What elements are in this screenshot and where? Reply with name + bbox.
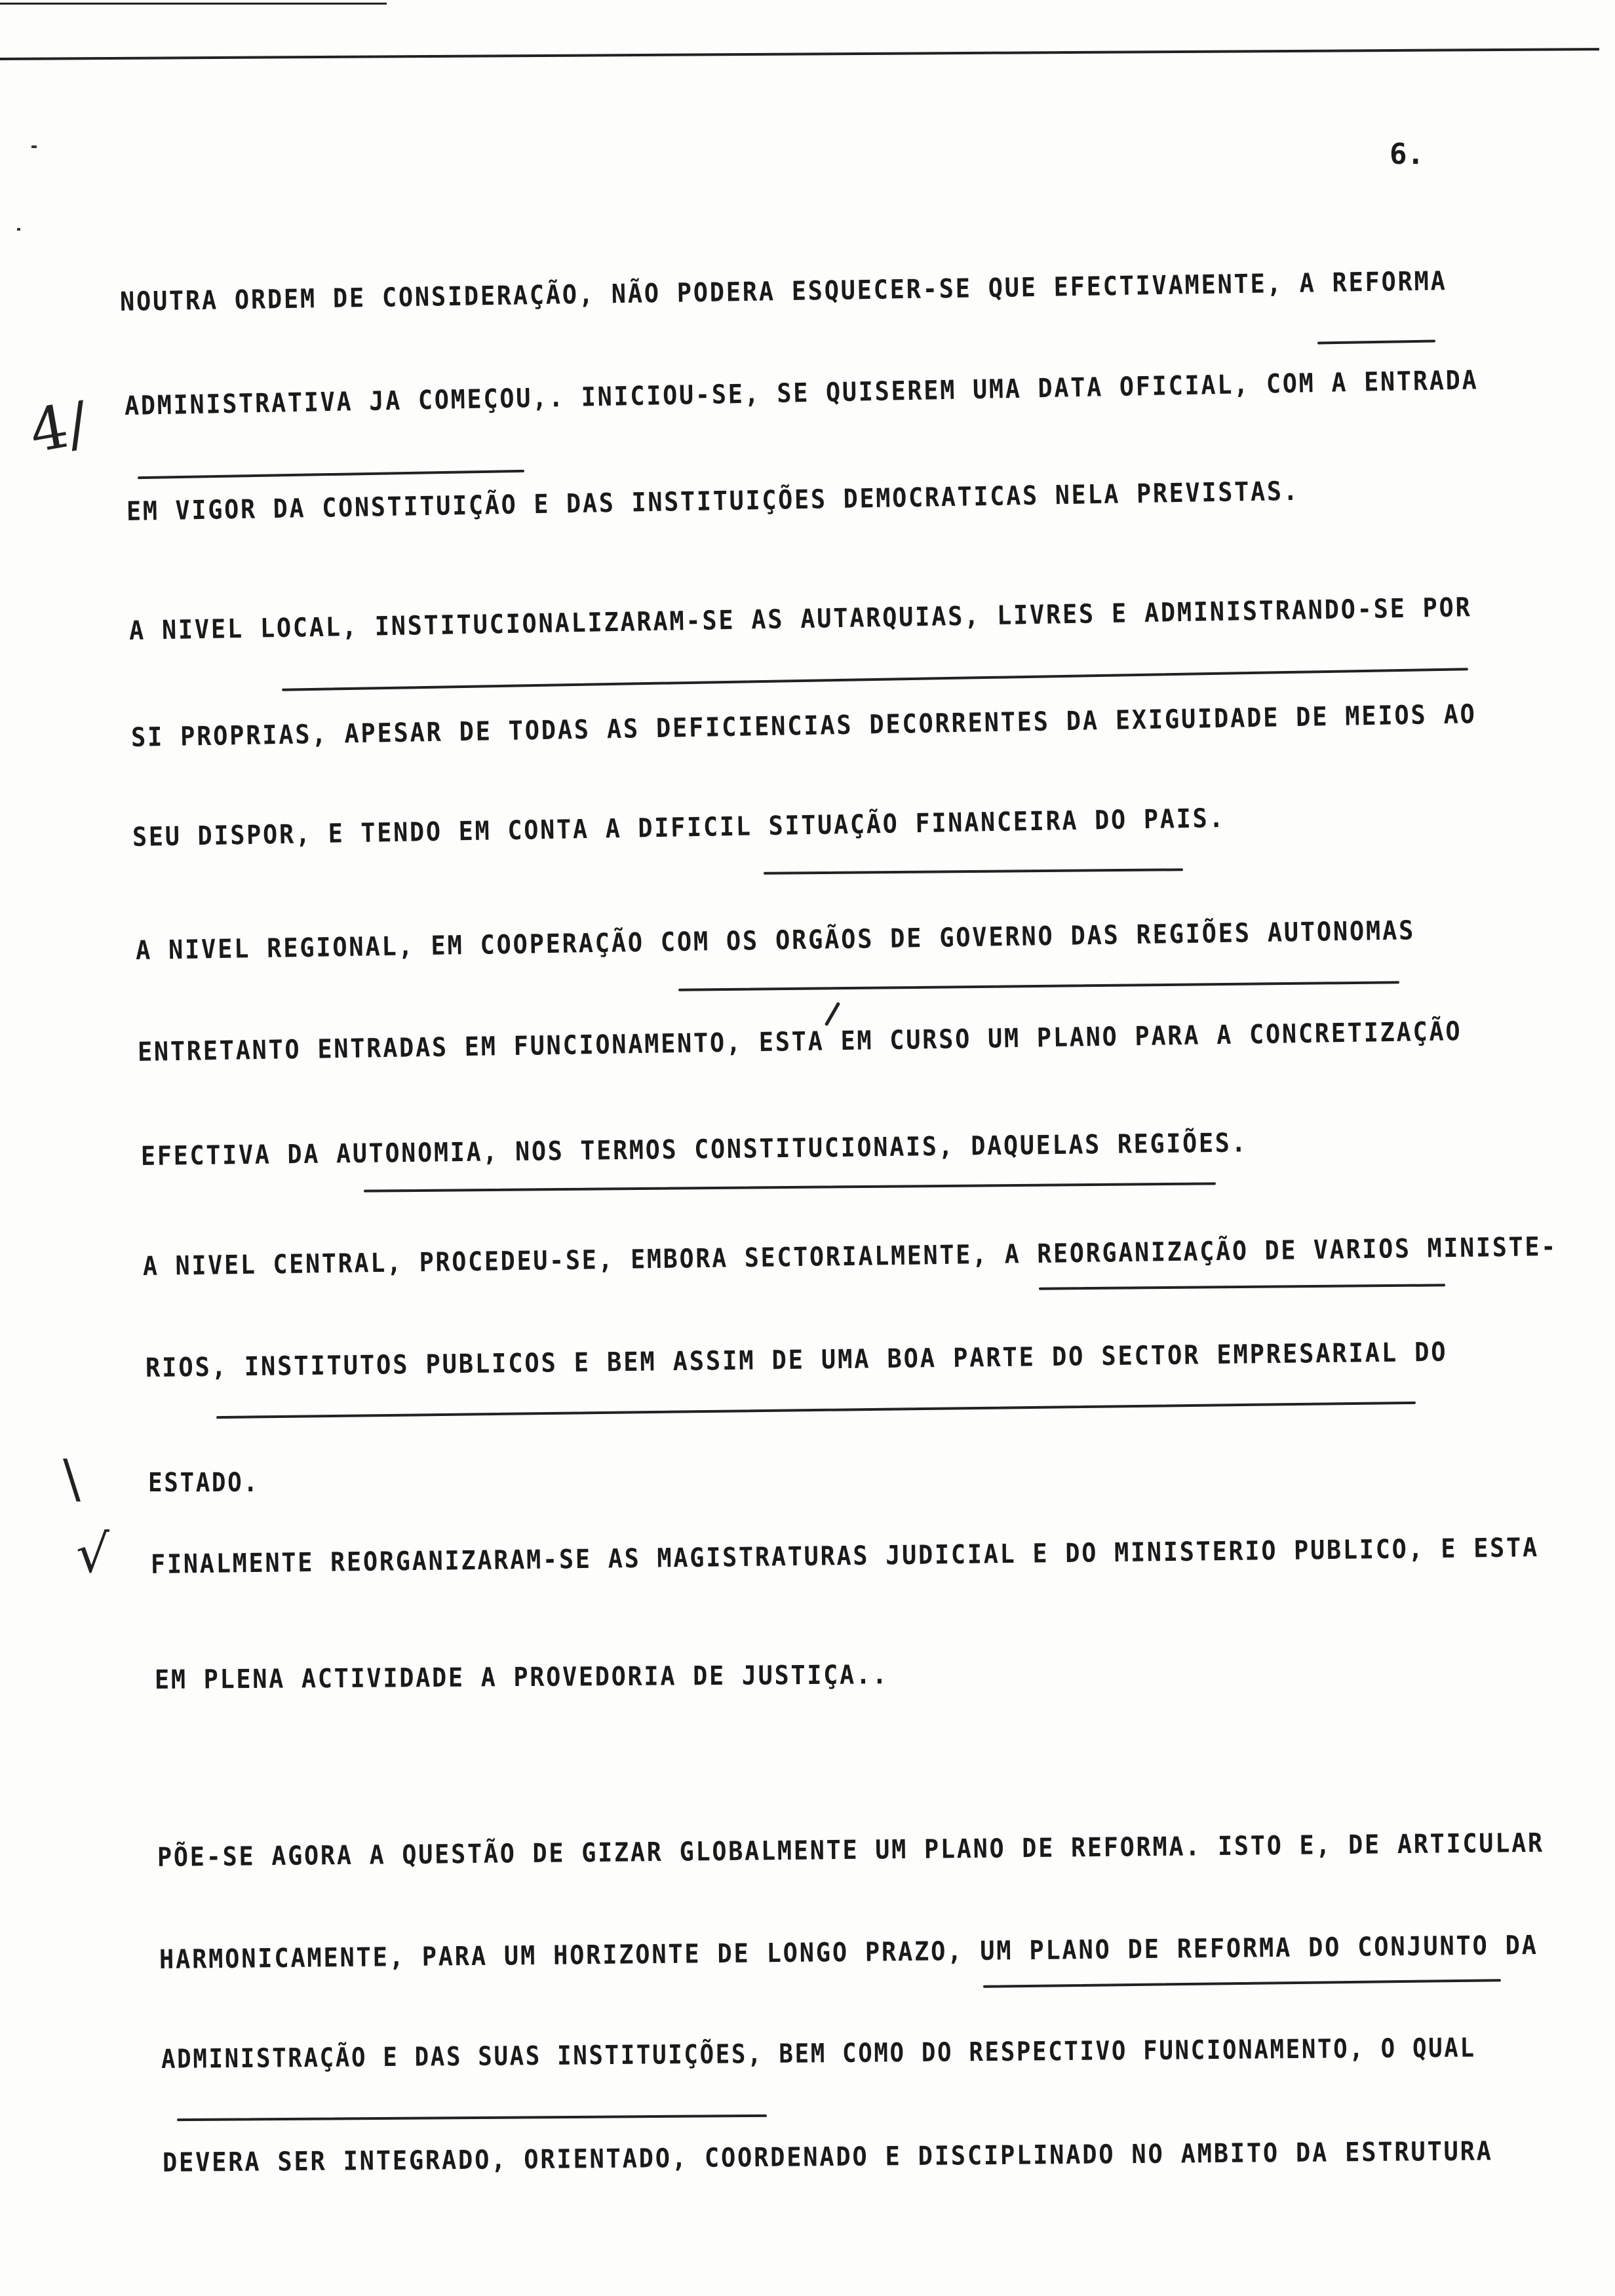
text-line: RIOS, INSTITUTOS PUBLICOS E BEM ASSIM DE UMA BOA PARTE DO SECTOR EMPRESARIAL DO (145, 1337, 1448, 1383)
text-line: A NIVEL CENTRAL, PROCEDEU-SE, EMBORA SECTORIALMENTE, A REORGANIZAÇÃO DE VARIOS MINISTE- (142, 1231, 1558, 1282)
text-line: HARMONICAMENTE, PARA UM HORIZONTE DE LONGO PRAZO, UM PLANO DE REFORMA DO CONJUNTO DA (159, 1930, 1538, 1975)
underline (983, 1979, 1501, 1988)
margin-mark-check: √ (76, 1523, 109, 1584)
text-line: A NIVEL LOCAL, INSTITUCIONALIZARAM-SE AS AUTARQUIAS, LIVRES E ADMINISTRANDO-SE POR (128, 592, 1472, 646)
underline (177, 2114, 767, 2121)
underline (1317, 339, 1435, 344)
underline (364, 1182, 1216, 1192)
underline (1039, 1284, 1445, 1290)
underline (282, 668, 1468, 691)
text-line: PÕE-SE AGORA A QUESTÃO DE GIZAR GLOBALMENTE UM PLANO DE REFORMA. ISTO E, DE ARTICULAR (157, 1827, 1545, 1873)
text-line: EFECTIVA DA AUTONOMIA, NOS TERMOS CONSTITUCIONAIS, DAQUELAS REGIÕES. (140, 1128, 1248, 1172)
text-line: DEVERA SER INTEGRADO, ORIENTADO, COORDENADO E DISCIPLINADO NO AMBITO DA ESTRUTURA (162, 2136, 1493, 2178)
underline (216, 1402, 1416, 1419)
top-rule-short (0, 3, 387, 5)
page-number: 6. (1390, 138, 1424, 171)
text-line: EM VIGOR DA CONSTITUIÇÃO E DAS INSTITUIÇÕES DEMOCRATICAS NELA PREVISTAS. (126, 476, 1300, 527)
text-line: A NIVEL REGIONAL, EM COOPERAÇÃO COM OS ORGÃOS DE GOVERNO DAS REGIÕES AUTONOMAS (135, 915, 1416, 966)
margin-mark-backslash: \ (63, 1448, 81, 1509)
underline (678, 981, 1399, 991)
underline (138, 470, 524, 479)
text-line: ADMINISTRATIVA JA COMEÇOU,. INICIOU-SE, SE QUISEREM UMA DATA OFICIAL, COM A ENTRADA (124, 365, 1479, 421)
text-line: NOUTRA ORDEM DE CONSIDERAÇÃO, NÃO PODERA ESQUECER-SE QUE EFECTIVAMENTE, A REFORMA (119, 266, 1447, 317)
underline (764, 868, 1183, 875)
scan-speck (31, 145, 37, 148)
text-line: FINALMENTE REORGANIZARAM-SE AS MAGISTRATURAS JUDICIAL E DO MINISTERIO PUBLICO, E ESTA (150, 1533, 1540, 1580)
text-line: ESTADO. (148, 1468, 260, 1498)
text-line: SEU DISPOR, E TENDO EM CONTA A DIFICIL SITUAÇÃO FINANCEIRA DO PAIS. (132, 803, 1226, 852)
text-line: EM PLENA ACTIVIDADE A PROVEDORIA DE JUSTIÇA.. (154, 1660, 889, 1695)
accent-tick (825, 1002, 840, 1026)
text-line: ENTRETANTO ENTRADAS EM FUNCIONAMENTO, ESTA EM CURSO UM PLANO PARA A CONCRETIZAÇÃO (137, 1016, 1462, 1067)
scan-speck (17, 228, 20, 231)
margin-mark-4: 4/ (24, 389, 94, 467)
text-line: SI PROPRIAS, APESAR DE TODAS AS DEFICIENCIAS DECORRENTES DA EXIGUIDADE DE MEIOS AO (130, 699, 1477, 753)
top-rule-long (0, 48, 1599, 60)
text-line: ADMINISTRAÇÃO E DAS SUAS INSTITUIÇÕES, BEM COMO DO RESPECTIVO FUNCIONAMENTO, O QUAL (161, 2033, 1476, 2075)
